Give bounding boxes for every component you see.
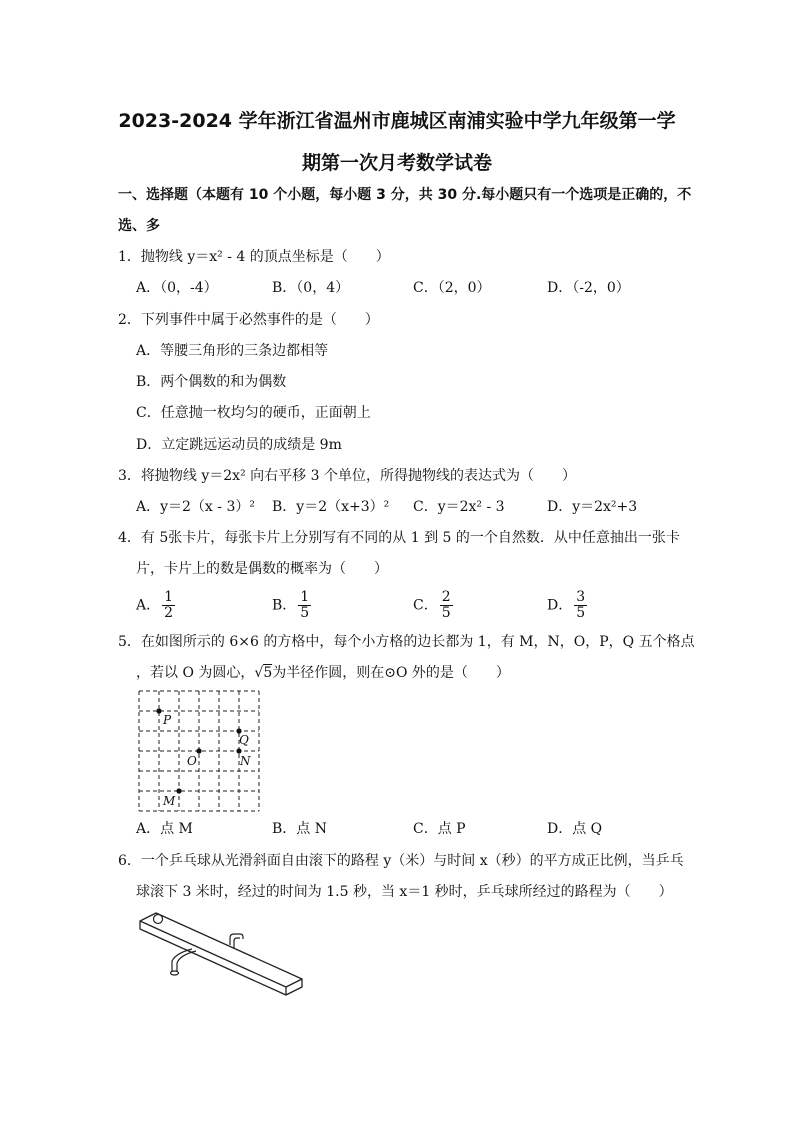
ramp-illustration xyxy=(132,905,312,1005)
q5-option-b: B．点 N xyxy=(272,821,327,837)
fraction-denominator: 5 xyxy=(300,605,310,621)
q3-stem: 3．将抛物线 y＝2x² 向右平移 3 个单位，所得抛物线的表达式为（ ） xyxy=(118,468,576,484)
grid-figure xyxy=(138,690,262,814)
q4-option-b-letter: B． xyxy=(272,597,297,614)
q5-option-a: A．点 M xyxy=(136,821,193,837)
section-heading-line1: 一、选择题（本题有 10 个小题，每小题 3 分，共 30 分.每小题只有一个选项是正确的，不 xyxy=(118,187,692,203)
label-n: N xyxy=(240,754,251,768)
q4-option-c-letter: C． xyxy=(413,597,438,614)
q2-option-c: C．任意抛一枚均匀的硬币，正面朝上 xyxy=(136,405,371,421)
q1-stem: 1．抛物线 y＝x² - 4 的顶点坐标是（ ） xyxy=(118,249,390,265)
q6-stem-line1: 6．一个乒乓球从光滑斜面自由滚下的路程 y（米）与时间 x（秒）的平方成正比例，当乒乓 xyxy=(118,853,684,869)
ramp-board xyxy=(140,913,302,995)
q5-stem-line2 xyxy=(136,663,510,683)
point-n xyxy=(236,748,241,753)
point-m xyxy=(176,788,181,793)
fraction-numerator: 1 xyxy=(164,589,174,605)
q4-option-b xyxy=(272,590,311,621)
label-p: P xyxy=(163,713,172,727)
q1-option-c: C．（2，0） xyxy=(413,280,491,296)
q4-stem-line1: 4．有 5张卡片，每张卡片上分别写有不同的从 1 到 5 的一个自然数．从中任意抽出一张卡 xyxy=(118,530,680,546)
q5-option-d: D．点 Q xyxy=(547,821,603,837)
q3-option-b: B．y＝2（x+3）² xyxy=(272,499,390,515)
fraction-numerator: 2 xyxy=(441,589,451,605)
ball-icon xyxy=(154,915,163,924)
exam-title-line1: 2023-2024 学年浙江省温州市鹿城区南浦实验中学九年级第一学 xyxy=(118,110,676,132)
q4-option-b-fraction xyxy=(298,590,311,621)
sqrt-radicand: 5 xyxy=(263,665,273,681)
q4-option-d xyxy=(547,590,587,621)
fraction-denominator: 2 xyxy=(164,605,174,621)
q4-option-a-letter: A． xyxy=(136,597,161,614)
q5-stem-line1: 5．在如图所示的 6×6 的方格中，每个小方格的边长都为 1，有 M，N，O，P，Q 五个格点 xyxy=(118,634,695,650)
point-p xyxy=(156,708,161,713)
label-q: Q xyxy=(239,733,249,747)
fraction-numerator: 1 xyxy=(300,589,310,605)
q4-option-a-fraction xyxy=(162,590,175,621)
q1-option-a: A．（0，-4） xyxy=(136,280,218,296)
q3-option-a: A．y＝2（x - 3）² xyxy=(136,499,255,515)
q3-option-c: C．y＝2x² - 3 xyxy=(413,499,505,515)
fraction-denominator: 5 xyxy=(441,605,451,621)
q6-stem-line2: 球滚下 3 米时，经过的时间为 1.5 秒，当 x＝1 秒时，乒乓球所经过的路程为（ ） xyxy=(136,884,673,900)
q2-option-d: D．立定跳远运动员的成绩是 9m xyxy=(136,437,342,453)
q4-option-d-letter: D． xyxy=(547,597,573,614)
q1-option-d: D．（-2，0） xyxy=(547,280,630,296)
exam-title-line2: 期第一次月考数学试卷 xyxy=(301,152,492,174)
q2-option-a: A．等腰三角形的三条边都相等 xyxy=(136,343,329,359)
sqrt-symbol: √ xyxy=(254,665,264,681)
q1-option-b: B．（0，4） xyxy=(272,280,350,296)
fraction-numerator: 3 xyxy=(576,589,586,605)
section-heading-line2: 选、多 xyxy=(118,218,160,234)
q2-stem: 2．下列事件中属于必然事件的是（ ） xyxy=(118,312,379,328)
q4-option-a xyxy=(136,590,175,621)
q5-stem-line2-a: ，若以 O 为圆心， xyxy=(136,665,255,681)
q4-option-c-fraction xyxy=(440,590,453,621)
q4-option-c xyxy=(413,590,453,621)
q2-option-b: B．两个偶数的和为偶数 xyxy=(136,374,287,390)
point-o xyxy=(196,748,201,753)
q4-option-d-fraction xyxy=(574,590,587,621)
label-o: O xyxy=(187,754,197,768)
q5-option-c: C．点 P xyxy=(413,821,466,837)
q5-stem-line2-b: 为半径作圆，则在⊙O 外的是（ ） xyxy=(272,665,510,681)
q4-stem-line2: 片，卡片上的数是偶数的概率为（ ） xyxy=(136,561,388,577)
label-m: M xyxy=(163,794,176,808)
fraction-denominator: 5 xyxy=(576,605,586,621)
q3-option-d: D．y＝2x²+3 xyxy=(547,499,638,515)
